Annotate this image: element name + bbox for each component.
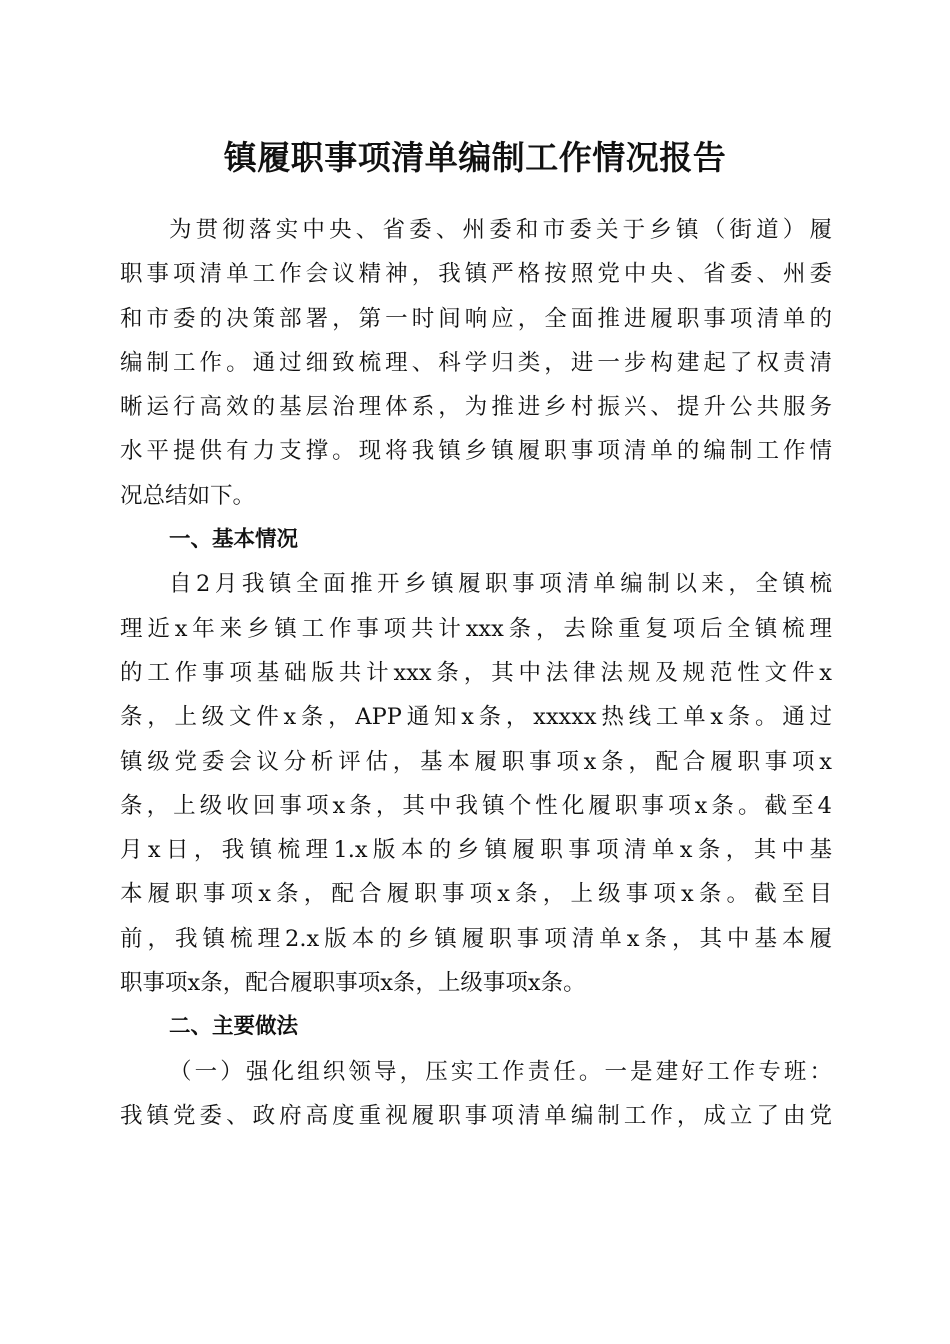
paragraph-line: 水平提供有力支撑。现将我镇乡镇履职事项清单的编制工作情 xyxy=(120,438,832,465)
paragraph-line: 和市委的决策部署，第一时间响应，全面推进履职事项清单的 xyxy=(120,305,832,332)
paragraph-line: 晰运行高效的基层治理体系，为推进乡村振兴、提升公共服务 xyxy=(120,394,832,421)
paragraph-line: 自2月我镇全面推开乡镇履职事项清单编制以来，全镇梳 xyxy=(169,571,832,598)
paragraph-line: 况总结如下。 xyxy=(120,482,256,509)
section-heading: 一、基本情况 xyxy=(169,527,299,553)
paragraph-line: 前，我镇梳理2.x版本的乡镇履职事项清单x条，其中基本履 xyxy=(120,925,832,952)
paragraph-line: 职事项x条，配合履职事项x条，上级事项x条。 xyxy=(120,970,586,997)
paragraph-line: 理近x年来乡镇工作事项共计xxx条，去除重复项后全镇梳理 xyxy=(120,615,832,642)
paragraph-line: 我镇党委、政府高度重视履职事项清单编制工作，成立了由党 xyxy=(120,1102,832,1129)
document-title: 镇履职事项清单编制工作情况报告 xyxy=(223,138,727,177)
paragraph-line: 编制工作。通过细致梳理、科学归类，进一步构建起了权责清 xyxy=(120,349,832,376)
paragraph-line: 职事项清单工作会议精神，我镇严格按照党中央、省委、州委 xyxy=(120,261,832,288)
paragraph-line: 条，上级收回事项x条，其中我镇个性化履职事项x条。截至4 xyxy=(120,792,832,819)
paragraph-line: 镇级党委会议分析评估，基本履职事项x条，配合履职事项x xyxy=(120,748,832,775)
paragraph-line: 的工作事项基础版共计xxx条，其中法律法规及规范性文件x xyxy=(120,659,832,686)
paragraph-line: （一）强化组织领导，压实工作责任。一是建好工作专班： xyxy=(169,1058,832,1085)
paragraph-line: 月x日，我镇梳理1.x版本的乡镇履职事项清单x条，其中基 xyxy=(120,837,832,864)
document-body xyxy=(120,208,832,1138)
paragraph-line: 为贯彻落实中央、省委、州委和市委关于乡镇（街道）履 xyxy=(169,217,832,243)
section-heading: 二、主要做法 xyxy=(169,1014,299,1040)
paragraph-line: 本履职事项x条，配合履职事项x条，上级事项x条。截至目 xyxy=(120,881,832,908)
paragraph-line: 条，上级文件x条，APP通知x条，xxxxx热线工单x条。通过 xyxy=(120,704,832,731)
